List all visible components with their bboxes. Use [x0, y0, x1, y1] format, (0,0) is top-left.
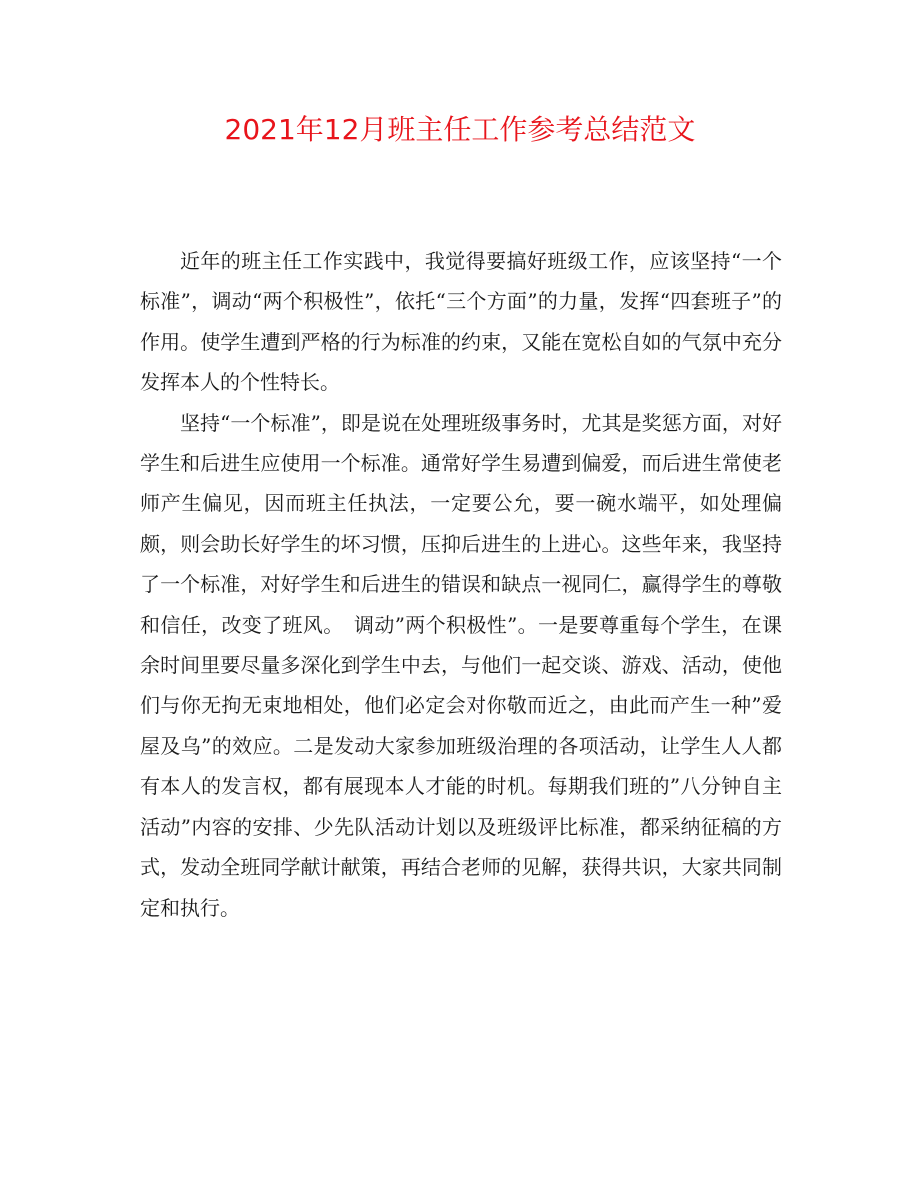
paragraph-1: 近年的班主任工作实践中，我觉得要搞好班级工作，应该坚持“一个标准”，调动“两个积极性”，依托“三个方面”的力量，发挥“四套班子”的作用。使学生遭到严格的行为标准的约束，又能在宽松自如的气氛中充分发挥本人的个性特长。	[140, 249, 782, 395]
paragraph-2: 坚持“一个标准”，即是说在处理班级事务时，尤其是奖惩方面，对好学生和后进生应使用一个标准。通常好学生易遭到偏爱，而后进生常使老师产生偏见，因而班主任执法，一定要公允，要一碗水端平，如处理偏颇，则会助长好学生的坏习惯，压抑后进生的上进心。这些年来，我坚持了一个标准，对好学生和后进生的错误和缺点一视同仁，赢得学生的尊敬和信任，改变了班风。 调动”两个积极性”。一是要尊重每个学生，在课余时间里要尽量多深化到学生中去，与他们一起交谈、游戏、活动，使他们与你无拘无束地相处，他们必定会对你敬而近之，由此而产生一种”爱屋及乌”的效应。二是发动大家参加班级治理的各项活动，让学生人人都有本人的发言权，都有展现本人才能的时机。每期我们班的”八分钟自主活动”内容的安排、少先队活动计划以及班级评比标准，都采纳征稿的方式，发动全班同学献计献策，再结合老师的见解，获得共识，大家共同制定和执行。	[140, 410, 782, 920]
document-title: 2021年12月班主任工作参考总结范文	[224, 113, 696, 146]
document-body	[140, 241, 782, 928]
